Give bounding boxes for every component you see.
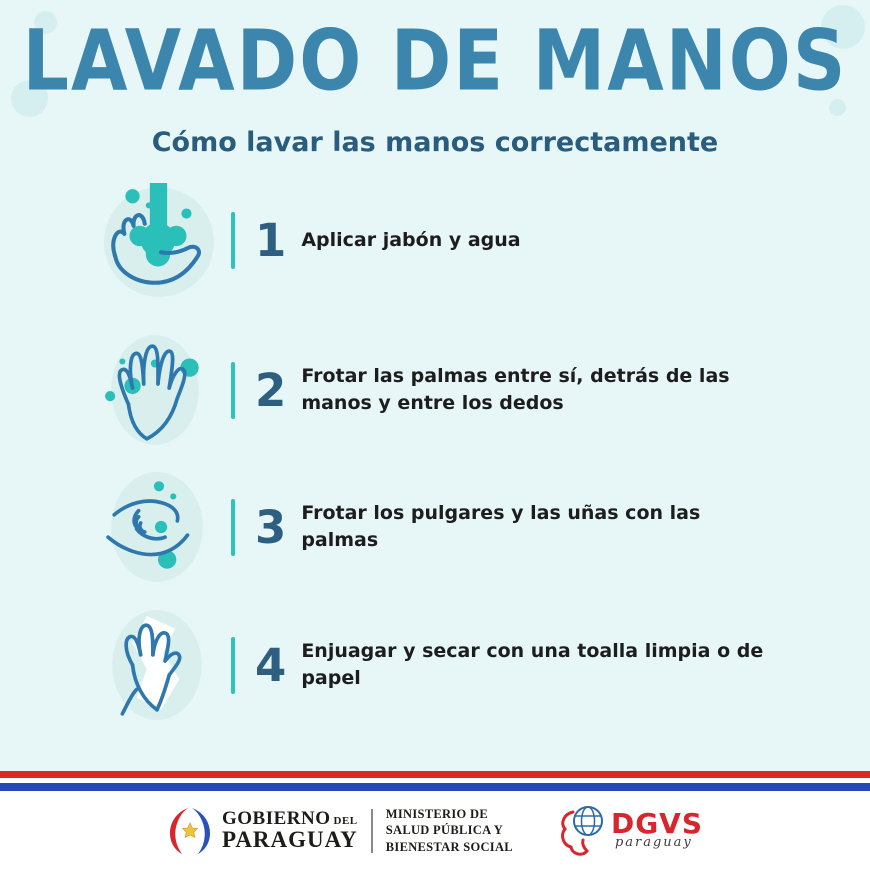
flag-stripe-red (0, 771, 870, 778)
step-divider (231, 212, 235, 269)
ministry-wordmark (386, 806, 513, 855)
dgvs-logo (557, 802, 703, 860)
step-label: Enjuagar y secar con una toalla limpia o de papel (301, 640, 764, 689)
scrub-thumb-nails-icon (102, 470, 216, 584)
step-row-2 (102, 333, 763, 447)
step-row-3 (102, 470, 763, 584)
step-number: 1 (255, 213, 287, 267)
paraguay-emblem-icon (167, 806, 213, 856)
soap-and-water-hand-icon (102, 183, 216, 297)
step-label: Frotar las palmas entre sí, detrás de las manos y entre los dedos (301, 365, 730, 414)
gobierno-text: GOBIERNO (221, 808, 331, 830)
ministry-line-1: MINISTERIO DE (385, 807, 488, 822)
step-divider (231, 637, 235, 694)
government-wordmark (222, 809, 358, 852)
flag-stripe-blue (0, 783, 870, 791)
rubbing-palms-icon (102, 333, 216, 447)
dgvs-acronym: DGVS (610, 806, 704, 840)
dgvs-map-globe-icon (557, 802, 609, 860)
step-divider (231, 499, 235, 556)
poster-subtitle: Cómo lavar las manos correctamente (151, 127, 719, 158)
paraguay-text: PARAGUAY (221, 827, 358, 853)
step-label: Aplicar jabón y agua (301, 228, 521, 251)
ministry-line-2: SALUD PÚBLICA Y (385, 823, 504, 838)
footer-divider (371, 809, 373, 853)
footer-logos (0, 791, 870, 870)
dgvs-wordmark (610, 806, 704, 851)
poster-title: LAVADO DE MANOS (22, 12, 848, 110)
dgvs-paraguay-script: paraguay (614, 835, 693, 851)
towel-dry-hands-icon (102, 608, 216, 722)
step-number: 4 (255, 638, 287, 692)
step-row-1 (102, 183, 521, 297)
ministry-line-3: BIENESTAR SOCIAL (385, 839, 513, 854)
step-row-4 (102, 608, 763, 722)
step-number: 2 (255, 363, 287, 417)
step-label: Frotar los pulgares y las uñas con las palmas (301, 502, 701, 551)
step-number: 3 (255, 500, 287, 554)
step-divider (231, 362, 235, 419)
del-text: DEL (333, 815, 358, 828)
government-logo (167, 806, 358, 856)
